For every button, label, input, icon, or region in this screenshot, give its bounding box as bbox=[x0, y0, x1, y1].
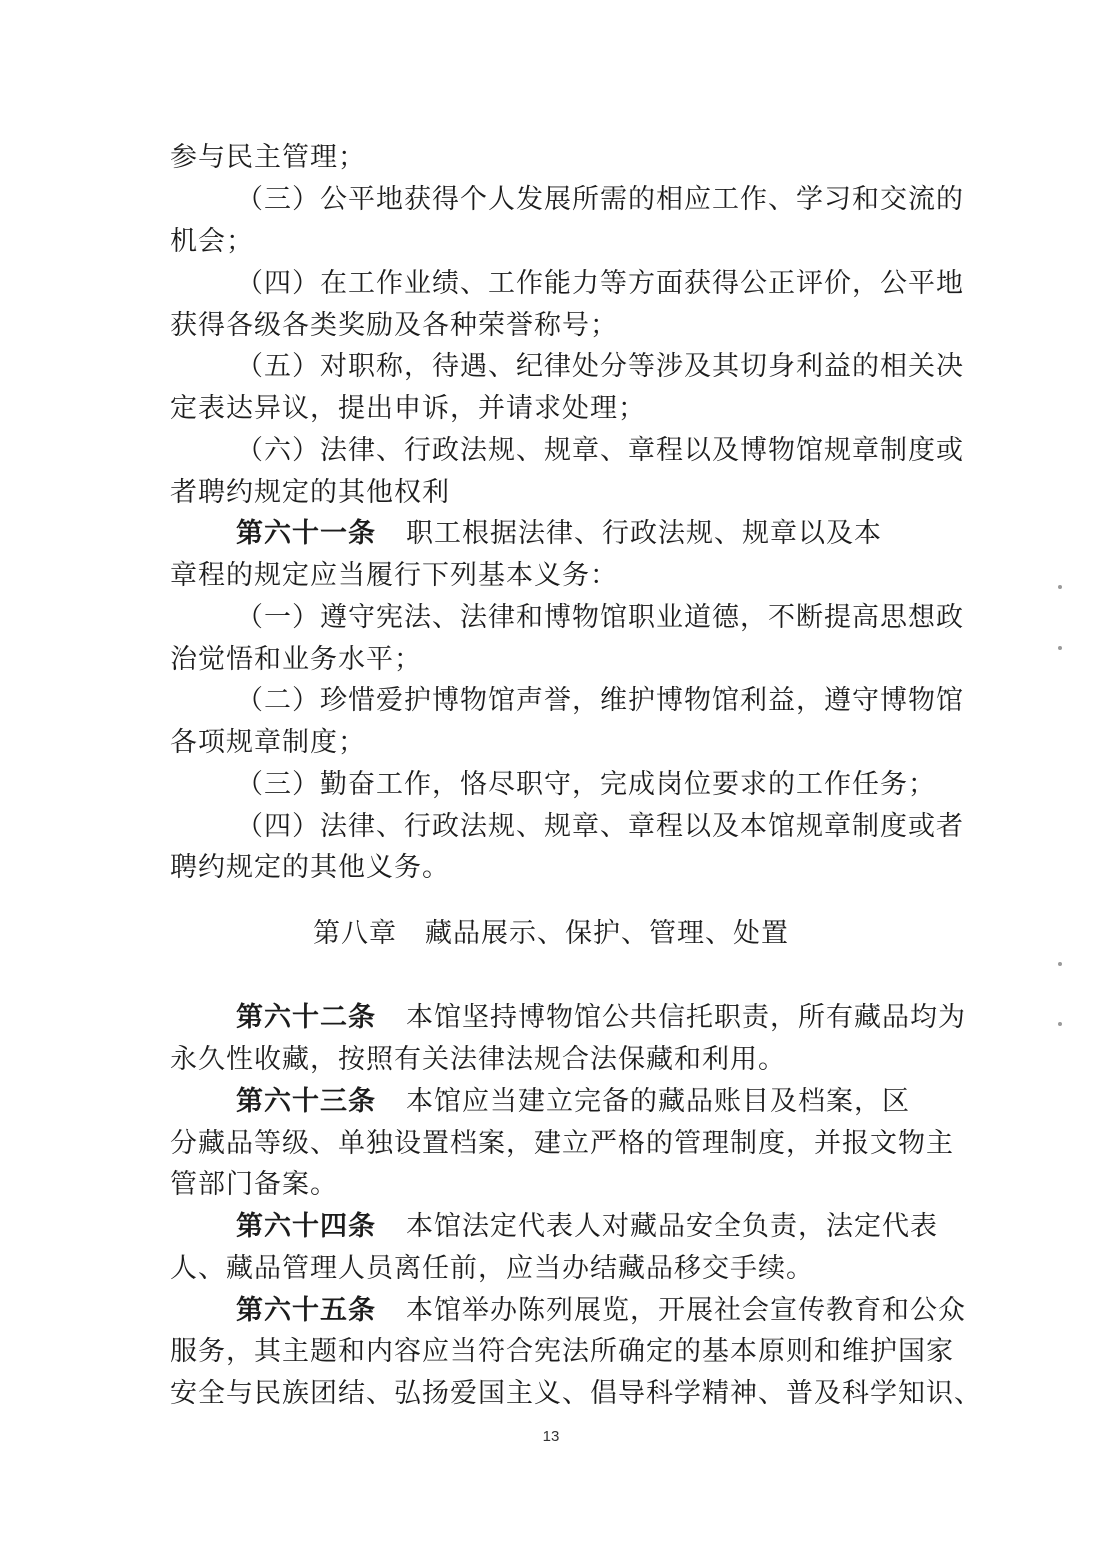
text-line: （四）法律、行政法规、规章、章程以及本馆规章制度或者 bbox=[236, 811, 964, 842]
article-63-first-line bbox=[236, 1082, 910, 1122]
scan-speck bbox=[1058, 962, 1062, 966]
article-64-first-line bbox=[236, 1207, 938, 1247]
text-line: 参与民主管理； bbox=[170, 142, 366, 173]
text-line: （三）公平地获得个人发展所需的相应工作、学习和交流的 bbox=[236, 184, 964, 215]
article-62-text: 本馆坚持博物馆公共信托职责，所有藏品均为 bbox=[406, 1002, 966, 1033]
article-64-text: 本馆法定代表人对藏品安全负责，法定代表 bbox=[406, 1211, 938, 1242]
article-61-first-line bbox=[236, 514, 882, 554]
article-63-label: 第六十三条 bbox=[236, 1086, 376, 1117]
text-line: （六）法律、行政法规、规章、章程以及博物馆规章制度或 bbox=[236, 435, 964, 466]
text-line: 服务，其主题和内容应当符合宪法所确定的基本原则和维护国家 bbox=[170, 1336, 954, 1367]
text-line: 机会； bbox=[170, 226, 254, 257]
text-line: 安全与民族团结、弘扬爱国主义、倡导科学精神、普及科学知识、 bbox=[170, 1378, 982, 1409]
text-line: （一）遵守宪法、法律和博物馆职业道德，不断提高思想政 bbox=[236, 602, 964, 633]
article-62-first-line bbox=[236, 998, 966, 1038]
chapter-title: 藏品展示、保护、管理、处置 bbox=[425, 918, 789, 949]
article-61-label: 第六十一条 bbox=[236, 518, 376, 549]
article-63-text: 本馆应当建立完备的藏品账目及档案，区 bbox=[406, 1086, 910, 1117]
text-line: （二）珍惜爱护博物馆声誉，维护博物馆利益，遵守博物馆 bbox=[236, 685, 964, 716]
text-line: 聘约规定的其他义务。 bbox=[170, 852, 450, 883]
text-line: 永久性收藏，按照有关法律法规合法保藏和利用。 bbox=[170, 1044, 786, 1075]
article-62-label: 第六十二条 bbox=[236, 1002, 376, 1033]
article-61-text: 职工根据法律、行政法规、规章以及本 bbox=[406, 518, 882, 549]
text-line: （五）对职称，待遇、纪律处分等涉及其切身利益的相关决 bbox=[236, 351, 964, 382]
text-line: 各项规章制度； bbox=[170, 727, 366, 758]
scan-speck bbox=[1058, 585, 1062, 589]
text-line: 章程的规定应当履行下列基本义务： bbox=[170, 560, 618, 591]
text-line: （三）勤奋工作，恪尽职守，完成岗位要求的工作任务； bbox=[236, 769, 936, 800]
chapter-heading bbox=[0, 914, 1102, 954]
article-64-label: 第六十四条 bbox=[236, 1211, 376, 1242]
article-65-label: 第六十五条 bbox=[236, 1295, 376, 1326]
text-line: （四）在工作业绩、工作能力等方面获得公正评价，公平地 bbox=[236, 268, 964, 299]
article-65-first-line bbox=[236, 1291, 966, 1331]
scan-speck bbox=[1058, 1022, 1062, 1026]
text-line: 人、藏品管理人员离任前，应当办结藏品移交手续。 bbox=[170, 1253, 814, 1284]
text-line: 者聘约规定的其他权利 bbox=[170, 477, 450, 508]
chapter-number: 第八章 bbox=[313, 918, 397, 949]
article-65-text: 本馆举办陈列展览，开展社会宣传教育和公众 bbox=[406, 1295, 966, 1326]
page-number: 13 bbox=[542, 1428, 560, 1445]
text-line: 分藏品等级、单独设置档案，建立严格的管理制度，并报文物主 bbox=[170, 1128, 954, 1159]
text-line: 获得各级各类奖励及各种荣誉称号； bbox=[170, 310, 618, 341]
text-line: 定表达异议，提出申诉，并请求处理； bbox=[170, 393, 646, 424]
scan-speck bbox=[1058, 646, 1062, 650]
text-line: 管部门备案。 bbox=[170, 1169, 338, 1200]
text-line: 治觉悟和业务水平； bbox=[170, 644, 422, 675]
